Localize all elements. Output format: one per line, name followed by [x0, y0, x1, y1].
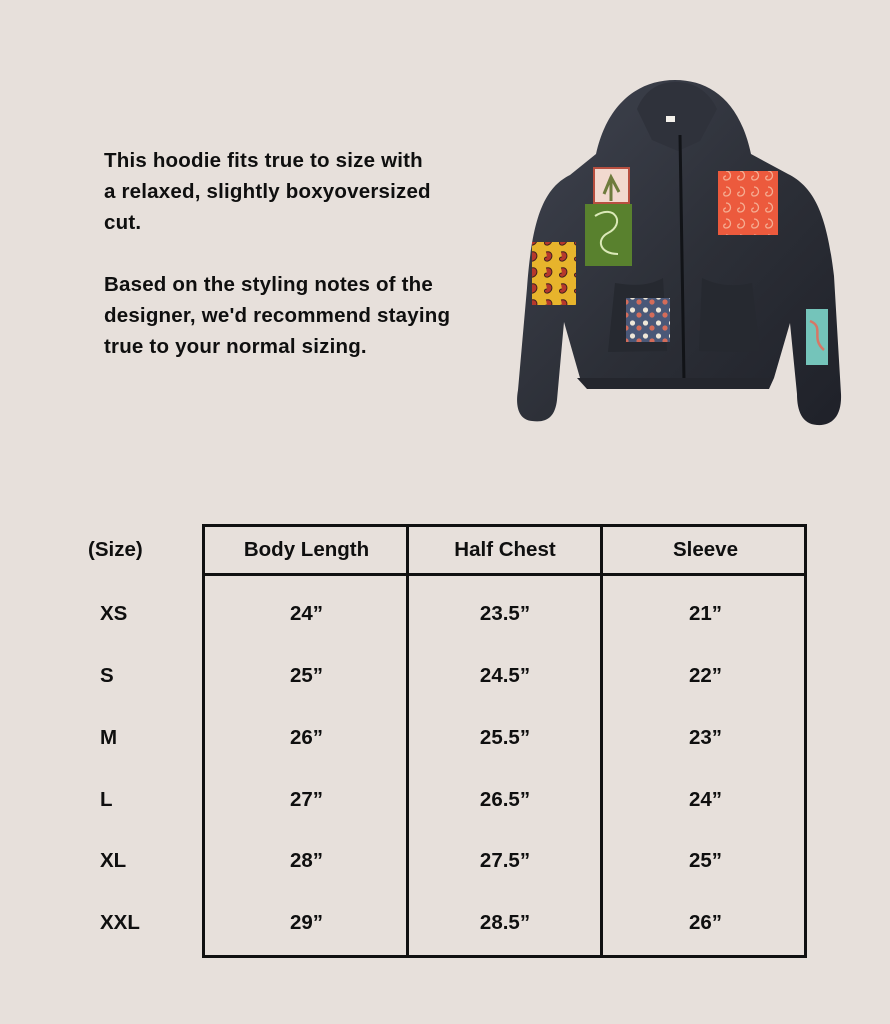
sleeve-m: 23” — [688, 726, 723, 749]
size-xxl: XXL — [100, 911, 140, 934]
header-divider — [202, 573, 807, 576]
fit-line-3: cut. — [104, 211, 142, 234]
fit-line-1: This hoodie fits true to size with — [104, 149, 423, 172]
half-chest-xxl: 28.5” — [479, 911, 531, 934]
body-length-s: 25” — [289, 664, 324, 687]
size-m: M — [100, 726, 118, 749]
size-xs: XS — [100, 602, 128, 625]
fit-paragraph — [104, 145, 494, 238]
sleeve-s: 22” — [688, 664, 723, 687]
half-chest-s: 24.5” — [479, 664, 531, 687]
half-chest-xl: 27.5” — [479, 849, 531, 872]
half-chest-heading: Half Chest — [454, 538, 556, 561]
size-chart — [82, 524, 807, 958]
size-l: L — [100, 788, 113, 811]
sleeve-xs: 21” — [688, 602, 723, 625]
size-column-heading: (Size) — [88, 538, 143, 561]
body-length-l: 27” — [289, 788, 324, 811]
size-s: S — [100, 664, 114, 687]
sleeve-l: 24” — [688, 788, 723, 811]
fit-line-2: a relaxed, slightly boxyoversized — [104, 180, 431, 203]
sleeve-heading: Sleeve — [673, 538, 738, 561]
half-chest-xs: 23.5” — [479, 602, 531, 625]
size-xl: XL — [100, 849, 127, 872]
body-length-m: 26” — [289, 726, 324, 749]
half-chest-m: 25.5” — [479, 726, 531, 749]
sleeve-xxl: 26” — [688, 911, 723, 934]
recommendation-paragraph — [104, 269, 494, 362]
hoodie-product-image — [512, 72, 848, 434]
body-length-xs: 24” — [289, 602, 324, 625]
body-length-heading: Body Length — [243, 538, 370, 561]
body-length-xl: 28” — [289, 849, 324, 872]
body-length-xxl: 29” — [289, 911, 324, 934]
sleeve-xl: 25” — [688, 849, 723, 872]
fit-description — [104, 145, 494, 362]
recommendation-line-3: true to your normal sizing. — [104, 335, 367, 358]
half-chest-l: 26.5” — [479, 788, 531, 811]
recommendation-line-2: designer, we'd recommend staying — [104, 304, 451, 327]
recommendation-line-1: Based on the styling notes of the — [104, 273, 433, 296]
